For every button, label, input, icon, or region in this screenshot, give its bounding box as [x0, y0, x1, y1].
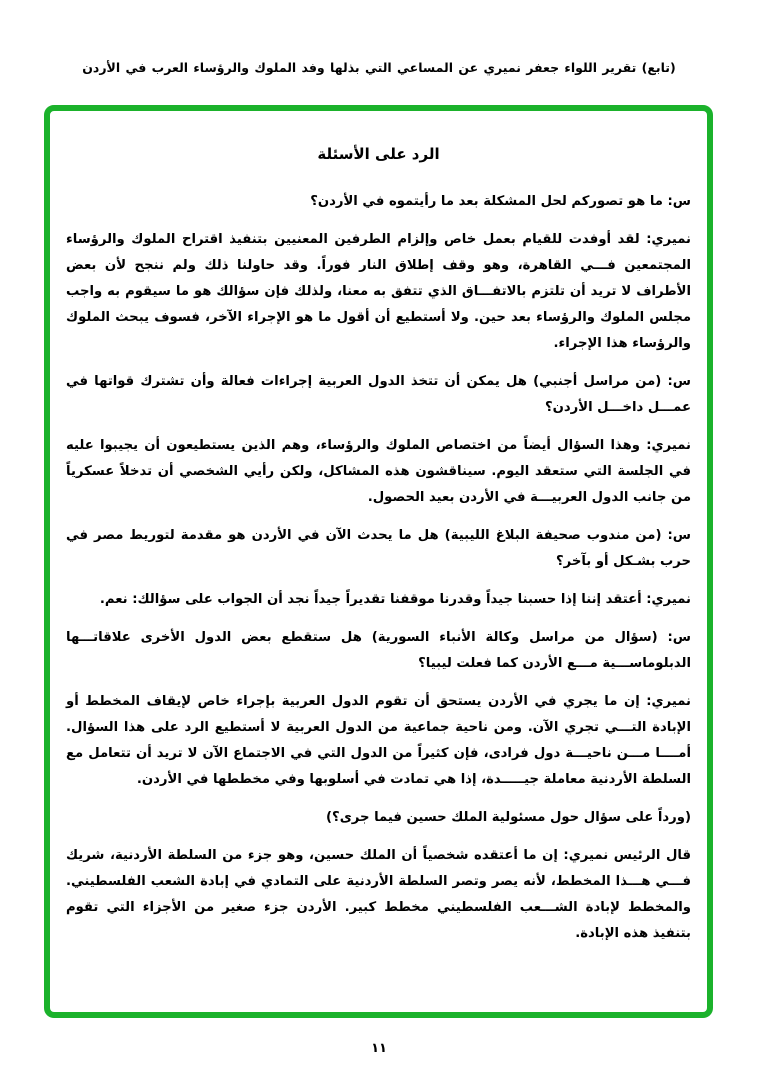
question-paragraph: س: (من مندوب صحيفة البلاغ الليبية) هل ما يحدث الآن في الأردن هو مقدمة لتوريط مصر في حرب بشـكل أو بآخر؟ — [66, 528, 691, 569]
answer-paragraph: نميري: إن ما يجري في الأردن يستحق أن تقوم الدول العربية بإجراء خاص لإيقاف المخطط أو الإبادة التـــي تجري الآن. ومن ناحية جماعية من الدول العربية لا أستطيع الرد على هذا السؤال. أمــــا مـــن ناحيـــة دول فرادى، فإن كثيراً من الدول التي في الاجتماع الآن لا تريد أن تتعامل مع السلطة الأردنية معاملة جيـــــدة، إذا هي تمادت في أسلوبها وفي مخططها في الأردن. — [66, 694, 691, 787]
page-number: ١١ — [371, 1041, 387, 1056]
question-paragraph: س: (من مراسل أجنبي) هل يمكن أن تتخذ الدول العربية إجراءات فعالة وأن تشترك قواتها في عمـــل داخـــل الأردن؟ — [66, 374, 691, 415]
page-header: (تابع) تقرير اللواء جعفر نميري عن المساعي التي بذلها وفد الملوك والرؤساء العرب في الأردن — [82, 60, 676, 75]
document-frame — [44, 105, 713, 1018]
answer-paragraph: نميري: وهذا السؤال أيضاً من اختصاص الملوك والرؤساء، وهم الذين يستطيعون أن يجيبوا عليه في الجلسة التي ستعقد اليوم. سيناقشون هذه المشاكل، ولكن رأيي الشخصي أن تدخلاً عسكرياً من جانب الدول العربيـــة في الأردن بعيد الحصول. — [66, 438, 691, 505]
question-paragraph: س: (سؤال من مراسل وكالة الأنباء السورية) هل ستقطع بعض الدول الأخرى علاقاتـــها الدبلوماســـية مـــع الأردن كما فعلت ليبيا؟ — [66, 630, 691, 671]
aside-paragraph: (ورداً على سؤال حول مسئولية الملك حسين فيما جرى؟) — [326, 810, 691, 825]
answer-paragraph: نميري: أعتقد إننا إذا حسبنا جيداً وقدرنا موقفنا تقديراً جيداً نجد أن الجواب على سؤالك: نعم. — [99, 592, 691, 607]
question-paragraph: س: ما هو تصوركم لحل المشكلة بعد ما رأيتموه في الأردن؟ — [310, 194, 691, 209]
answer-paragraph: نميري: لقد أوفدت للقيام بعمل خاص وإلزام الطرفين المعنيين بتنفيذ اقتراح الملوك والرؤساء المجتمعين فـــي القاهرة، وهو وقف إطلاق النار فوراً. وقد حاولنا ذلك ولم ننجح لأن بعض الأطراف لا تريد أن تلتزم بالاتفـــاق الذي تتفق به معنا، ولذلك فإن سؤالك هو ما سيقوم به واجب مجلس الملوك والرؤساء بعد حين. ولا أستطيع أن أقول ما هو الإجراء الآخر، فسوف يبحث الملوك والرؤساء هذا الإجراء. — [66, 232, 691, 351]
document-content — [50, 111, 707, 947]
document-title: الرد على الأسئلة — [317, 145, 440, 163]
answer-paragraph: قال الرئيس نميري: إن ما أعتقده شخصياً أن الملك حسين، وهو جزء من السلطة الأردنية، شريك فـــي هـــذا المخطط، لأنه يصر وتصر السلطة الأردنية على التمادي في إبادة الشعب الفلسطيني. والمخطط لإبادة الشـــعب الفلسطيني مخطط كبير. الأردن جزء صغير من الأجزاء التي تقوم بتنفيذ هذه الإبادة. — [66, 848, 691, 941]
